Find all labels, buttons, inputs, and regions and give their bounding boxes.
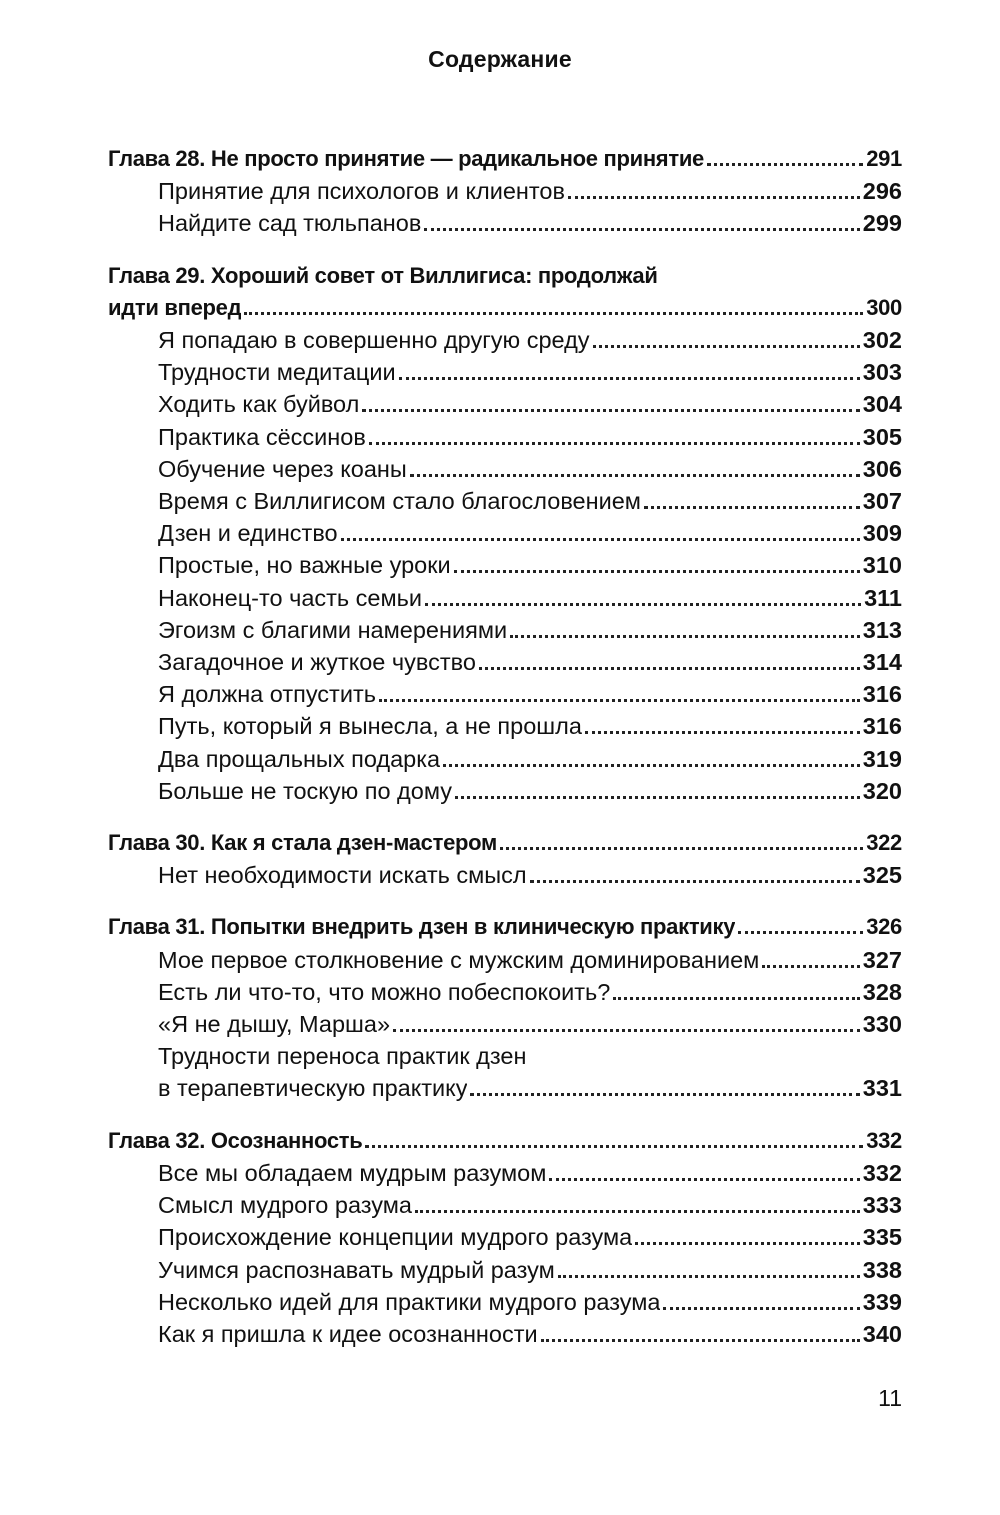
section-entry [108,944,902,976]
section-entry [108,485,902,517]
chapter-title-line: Глава 29. Хороший совет от Виллигиса: продолжай [108,262,658,288]
section-entry [108,614,902,646]
dot-leader [424,228,859,231]
running-head: Содержание [428,46,572,72]
section-entry [108,1318,902,1350]
dot-leader [379,699,860,702]
section-entry [108,976,902,1008]
section-title: Нет необходимости искать смысл [158,862,527,889]
page-number: 322 [866,830,902,856]
page-number: 328 [862,978,902,1005]
dot-leader [415,1210,860,1213]
dot-leader [541,1339,860,1342]
dot-leader [644,506,860,509]
section-title: Найдите сад тюльпанов [158,210,422,237]
section-title: Дзен и единство [158,520,338,547]
chapter-29 [108,260,902,807]
section-title: Принятие для психологов и клиентов [158,178,565,205]
dot-leader [738,931,863,934]
dot-leader [455,796,860,799]
section-entry [108,388,902,420]
dot-leader [454,570,860,573]
section-title: Мое первое столкновение с мужским доминированием [158,946,760,973]
section-title: Трудности медитации [158,359,396,386]
section-title: Время с Виллигисом стало благословением [158,488,641,515]
section-title: Обучение через коаны [158,455,407,482]
dot-leader [663,1307,859,1310]
page-number: 338 [862,1256,902,1283]
section-entry [108,1286,902,1318]
section-title: Смысл мудрого разума [158,1192,413,1219]
section-title: Как я пришла к идее осознанности [158,1320,538,1347]
section-entry [108,710,902,742]
section-title-line: Трудности переноса практик дзен [158,1043,527,1070]
dot-leader [593,345,860,348]
dot-leader [585,731,860,734]
dot-leader [558,1275,860,1278]
section-title: в терапевтическую практику [158,1075,468,1102]
section-title: Наконец-то часть семьи [158,584,423,611]
section-title: Два прощальных подарка [158,745,441,772]
folio-page-number: 11 [878,1385,902,1411]
section-entry [108,646,902,678]
page-number: 339 [862,1288,902,1315]
page-number: 325 [862,862,902,889]
section-title: Все мы обладаем мудрым разумом [158,1159,547,1186]
dot-leader [410,474,860,477]
section-entry [108,549,902,581]
page-number: 333 [862,1192,902,1219]
page-number: 320 [862,777,902,804]
page-number: 303 [862,359,902,386]
chapter-heading [108,1125,902,1157]
chapter-heading [108,292,902,324]
chapter-heading [108,911,902,943]
section-title: Ходить как буйвол [158,391,360,418]
section-title: Больше не тоскую по дому [158,777,453,804]
dot-leader [470,1093,859,1096]
dot-leader [549,1178,859,1181]
page-number: 299 [862,210,902,237]
section-entry [108,1254,902,1286]
page-number: 311 [864,584,902,611]
section-entry [108,775,902,807]
page-number: 309 [862,520,902,547]
dot-leader [613,997,859,1000]
chapter-title: Глава 30. Как я стала дзен-мастером [108,830,497,856]
dot-leader [369,442,860,445]
section-title: Учимся распознавать мудрый разум [158,1256,555,1283]
page-number: 306 [862,455,902,482]
section-entry [108,421,902,453]
section-entry [108,517,902,549]
section-title: Путь, который я вынесла, а не прошла [158,713,582,740]
page-number: 332 [862,1159,902,1186]
dot-leader [479,667,860,670]
page-number: 316 [862,681,902,708]
chapter-title: Глава 32. Осознанность [108,1127,363,1153]
page-number: 331 [862,1075,902,1102]
dot-leader [341,538,860,541]
dot-leader [399,377,860,380]
chapter-title: идти вперед [108,294,242,320]
chapter-30 [108,827,902,891]
dot-leader [244,312,863,315]
section-title: Я должна отпустить [158,681,376,708]
dot-leader [443,764,860,767]
page-number: 314 [862,649,902,676]
page-number: 313 [862,616,902,643]
page-number: 291 [866,146,902,171]
page-number: 302 [862,327,902,354]
section-entry [108,859,902,891]
dot-leader [530,880,860,883]
section-title: Эгоизм с благими намерениями [158,616,508,643]
dot-leader [365,1145,863,1148]
page-number: 307 [862,488,902,515]
section-entry [108,453,902,485]
section-entry [108,324,902,356]
page-number: 305 [862,423,902,450]
section-entry [108,1157,902,1189]
page-number: 316 [862,713,902,740]
page-number: 340 [862,1320,902,1347]
section-entry [108,582,902,614]
section-title: Я попадаю в совершенно другую среду [158,327,590,354]
section-entry [108,743,902,775]
page-number: 296 [862,178,902,205]
section-entry [108,678,902,710]
section-title: Практика сёссинов [158,423,366,450]
section-entry [108,1072,902,1104]
page-number: 332 [866,1127,902,1153]
section-title: Простые, но важные уроки [158,552,451,579]
dot-leader [568,196,860,199]
section-entry [108,175,902,207]
dot-leader [707,163,863,166]
dot-leader [362,409,859,412]
dot-leader [393,1029,860,1032]
page-number: 310 [862,552,902,579]
page-number: 304 [862,391,902,418]
dot-leader [762,965,859,968]
dot-leader [500,847,863,850]
section-entry [108,207,902,239]
section-title: Есть ли что-то, что можно побеспокоить? [158,978,611,1005]
dot-leader [510,635,860,638]
page-number: 319 [862,745,902,772]
page-number: 326 [866,914,902,940]
chapter-heading [108,143,902,175]
chapter-title: Глава 31. Попытки внедрить дзен в клиническую практику [108,914,736,940]
dot-leader [635,1242,860,1245]
table-of-contents [108,143,902,1356]
dot-leader [425,603,861,606]
page-number: 330 [862,1011,902,1038]
section-entry [108,1008,902,1040]
section-title: Несколько идей для практики мудрого разума [158,1288,661,1315]
page-number: 327 [862,946,902,973]
section-title: «Я не дышу, Марша» [158,1011,391,1038]
chapter-title: Глава 28. Не просто принятие — радикальное принятие [108,146,704,171]
page-number: 335 [862,1224,902,1251]
page-number: 300 [866,294,902,320]
chapter-28 [108,143,902,240]
section-title: Происхождение концепции мудрого разума [158,1224,633,1251]
chapter-32 [108,1125,902,1350]
section-entry [108,1189,902,1221]
section-title: Загадочное и жуткое чувство [158,649,476,676]
section-entry [108,1221,902,1253]
chapter-31 [108,911,902,1104]
chapter-heading [108,827,902,859]
section-entry [108,356,902,388]
